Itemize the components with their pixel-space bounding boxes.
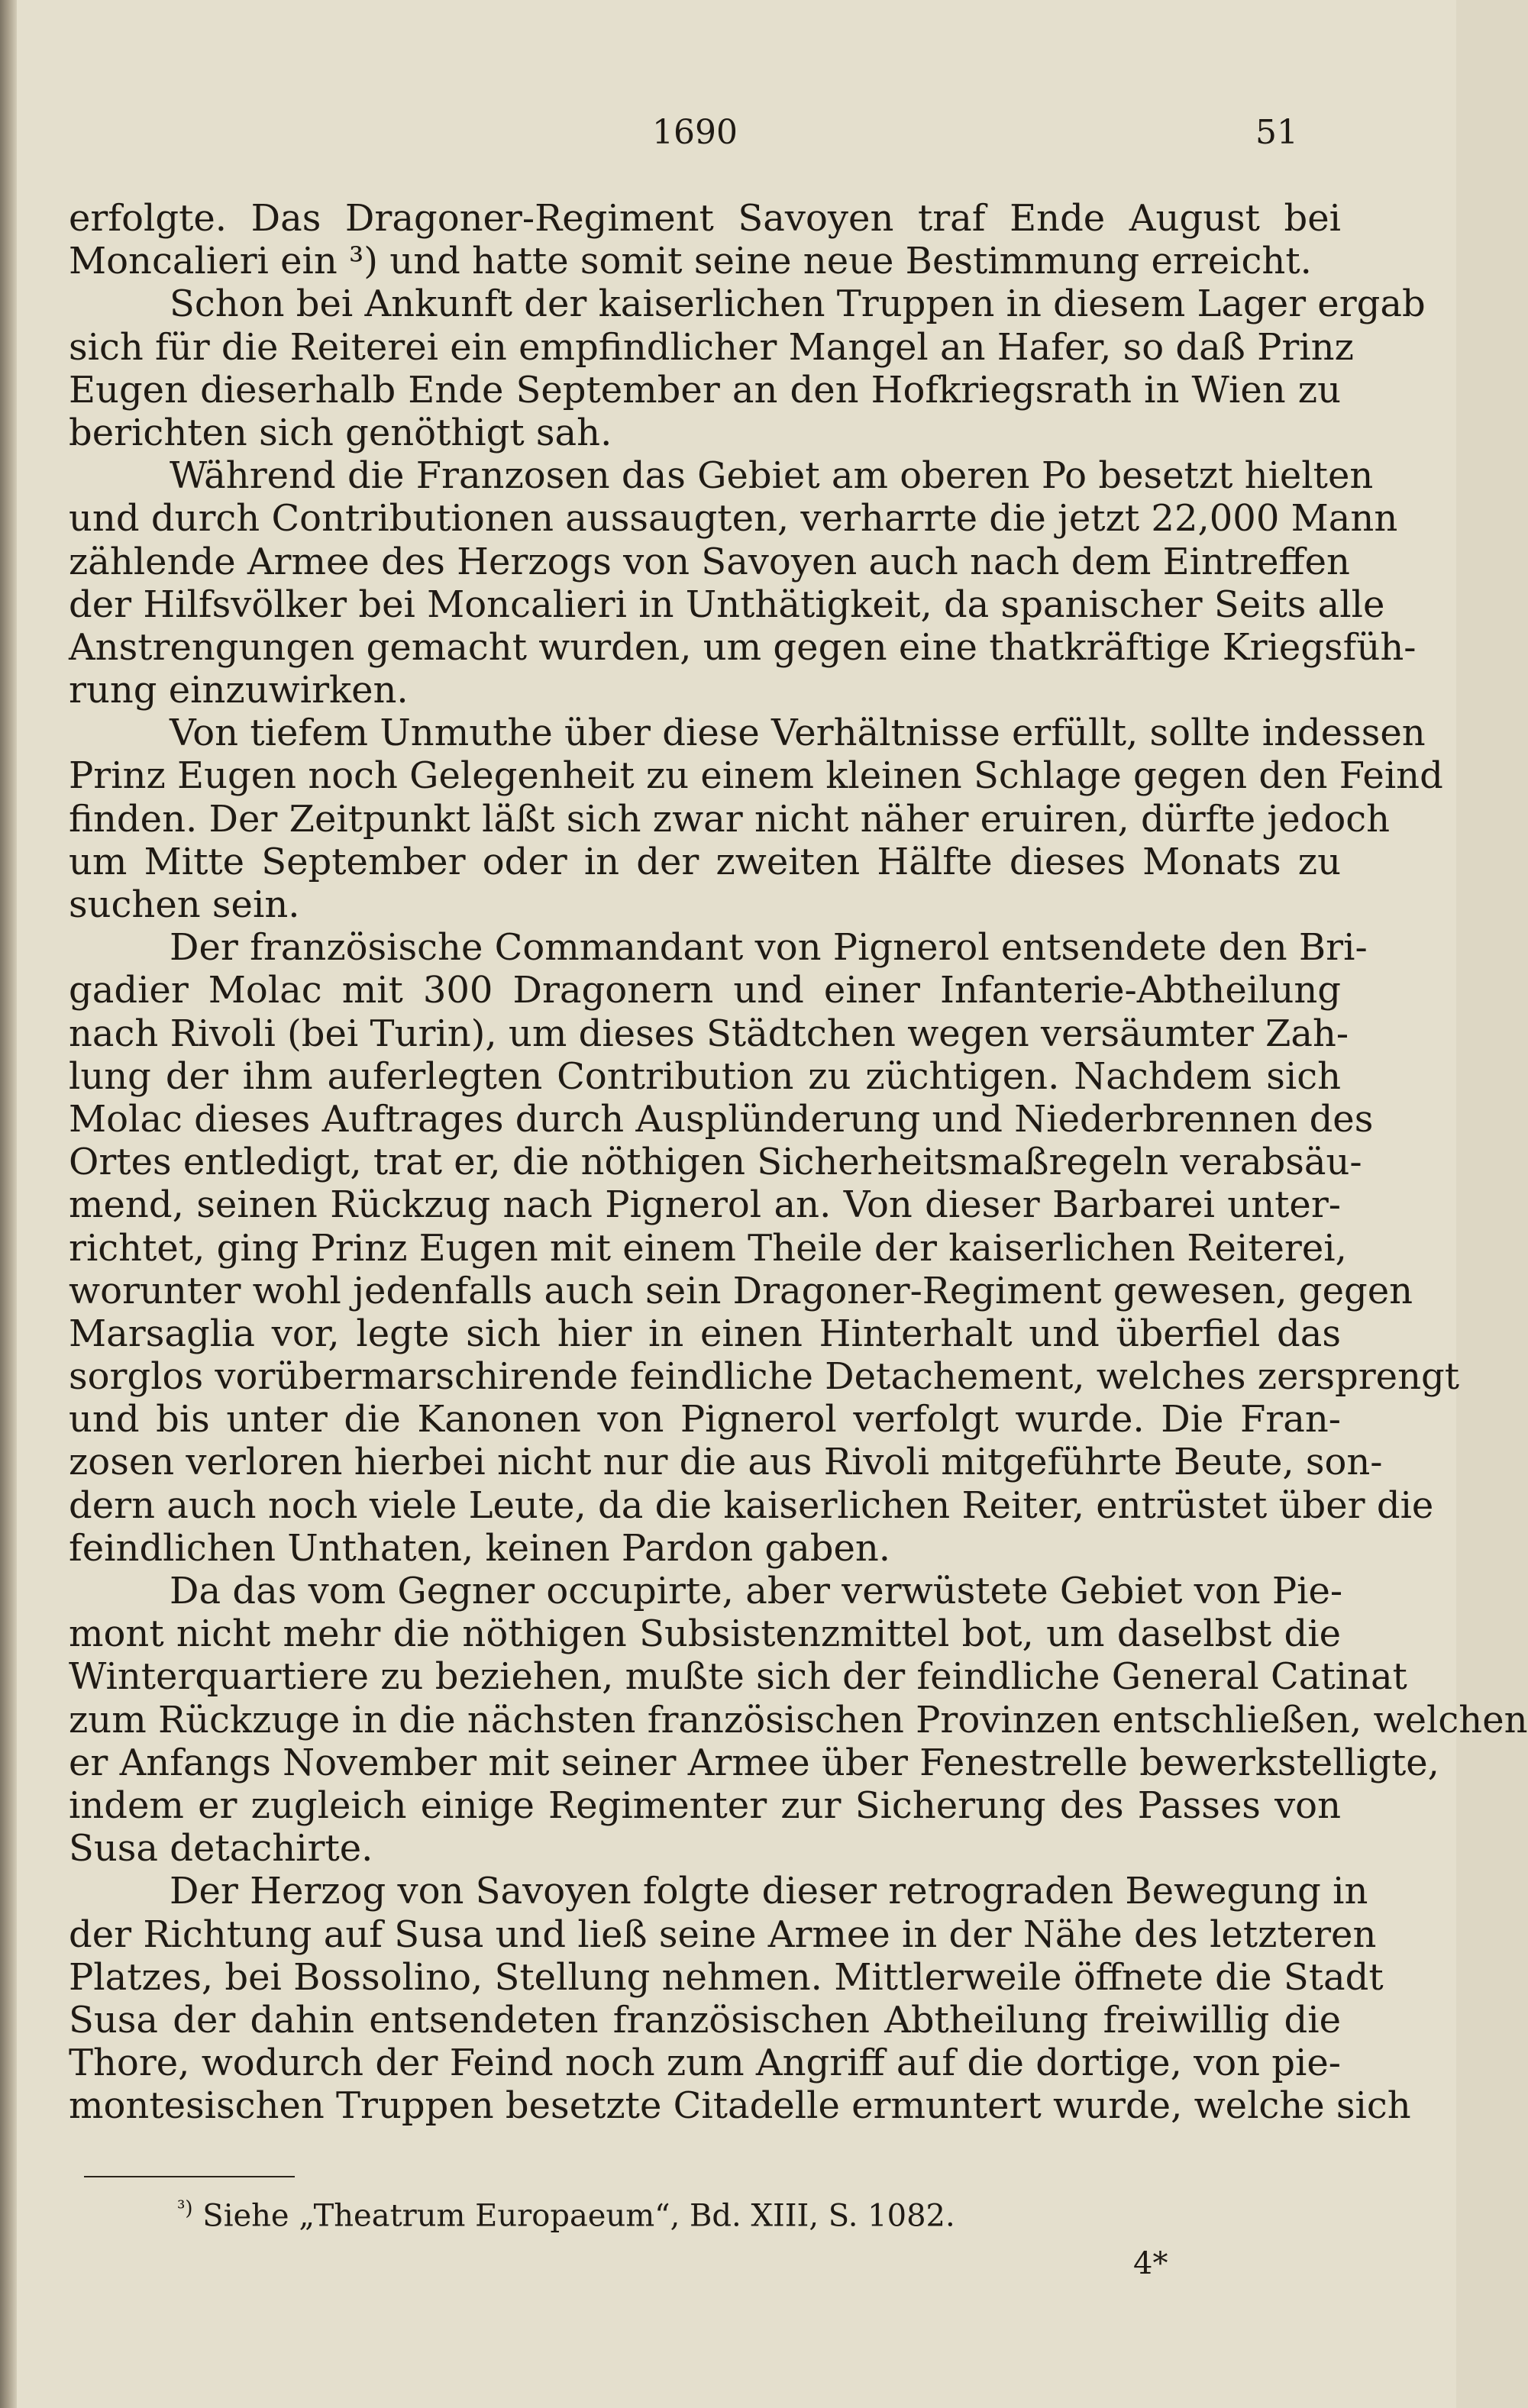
text-line: Von tiefem Unmuthe über diese Verhältnisse erfüllt, sollte indessen [170,712,1426,755]
text-line: rung einzuwirken. [69,669,409,712]
text-line: Ortes entledigt, trat er, die nöthigen Sicherheitsmaßregeln verabsäu- [69,1141,1362,1184]
text-line: der Richtung auf Susa und ließ seine Armee in der Nähe des letzteren [69,1913,1377,1956]
text-line: montesischen Truppen besetzte Citadelle ermuntert wurde, welche sich [69,2084,1411,2128]
text-line: indem er zugleich einige Regimenter zur Sicherung des Passes von [69,1783,1341,1827]
text-line: Moncalieri ein ³) und hatte somit seine neue Bestimmung erreicht. [69,240,1312,283]
text-line: nach Rivoli (bei Turin), um dieses Städtchen wegen versäumter Zah- [69,1012,1349,1055]
footnote-text: Siehe „Theatrum Europaeum“, Bd. XIII, S. 1082. [202,2198,955,2234]
text-line: Molac dieses Auftrages durch Ausplünderung und Niederbrennen des [69,1097,1374,1141]
text-line: Platzes, bei Bossolino, Stellung nehmen. Mittlerweile öffnete die Stadt [69,1955,1384,1999]
text-line: zum Rückzuge in die nächsten französischen Provinzen entschließen, welchen [69,1698,1528,1741]
text-line: und durch Contributionen aussaugten, verharrte die jetzt 22,000 Mann [69,497,1398,541]
text-line: zählende Armee des Herzogs von Savoyen auch nach dem Eintreffen [69,540,1350,583]
text-line: Da das vom Gegner occupirte, aber verwüstete Gebiet von Pie- [170,1570,1343,1612]
signature-mark: 4* [1133,2246,1168,2281]
text-line: mend, seinen Rückzug nach Pignerol an. Von dieser Barbarei unter- [69,1183,1341,1227]
text-line: erfolgte. Das Dragoner-Regiment Savoyen traf Ende August bei [69,197,1341,240]
text-line: der Hilfsvölker bei Moncalieri in Unthätigkeit, da spanischer Seits alle [69,583,1385,626]
text-line: er Anfangs November mit seiner Armee über Fenestrelle bewerkstelligte, [69,1741,1439,1784]
text-line: Eugen dieserhalb Ende September an den Hofkriegsrath in Wien zu [69,368,1341,412]
text-line: Während die Franzosen das Gebiet am oberen Po besetzt hielten [170,454,1374,498]
text-line: lung der ihm auferlegten Contribution zu züchtigen. Nachdem sich [69,1054,1341,1098]
footnote-marker: ³) [177,2197,193,2220]
text-line: berichten sich genöthigt sah. [69,411,612,454]
text-line: Susa der dahin entsendeten französischen Abtheilung freiwillig die [69,1998,1341,2042]
body-text [69,197,1528,2128]
text-line: Susa detachirte. [69,1827,373,1871]
text-line: Anstrengungen gemacht wurden, um gegen eine thatkräftige Kriegsfüh- [69,625,1417,669]
text-line: Der Herzog von Savoyen folgte dieser retrograden Bewegung in [170,1870,1368,1913]
running-head [17,99,1456,153]
text-line: worunter wohl jedenfalls auch sein Dragoner-Regiment gewesen, gegen [69,1269,1413,1312]
text-line: finden. Der Zeitpunkt läßt sich zwar nicht näher eruiren, dürfte jedoch [69,797,1391,841]
text-line: sorglos vorübermarschirende feindliche Detachement, welches zersprengt [69,1355,1459,1399]
text-line: Thore, wodurch der Feind noch zum Angriff auf die dortige, von pie- [69,2042,1341,2085]
text-line: Prinz Eugen noch Gelegenheit zu einem kleinen Schlage gegen den Feind [69,754,1443,798]
book-page [17,0,1528,2408]
text-line: um Mitte September oder in der zweiten Hälfte dieses Monats zu [69,840,1341,883]
text-line: suchen sein. [69,883,300,926]
text-line: Schon bei Ankunft der kaiserlichen Truppen in diesem Lager ergab [170,282,1426,326]
text-line: und bis unter die Kanonen von Pignerol verfolgt wurde. Die Fran- [69,1398,1341,1441]
footnote-divider [84,2176,295,2177]
running-head-year: 1690 [652,113,738,152]
binding-shadow [0,0,17,2408]
text-line: feindlichen Unthaten, keinen Pardon gaben. [69,1526,891,1570]
text-line: Marsaglia vor, legte sich hier in einen Hinterhalt und überfiel das [69,1312,1341,1355]
page-number: 51 [1255,113,1298,152]
text-line: richtet, ging Prinz Eugen mit einem Theile der kaiserlichen Reiterei, [69,1226,1347,1270]
text-line: Winterquartiere zu beziehen, mußte sich der feindliche General Catinat [69,1655,1407,1699]
text-line: sich für die Reiterei ein empfindlicher Mangel an Hafer, so daß Prinz [69,325,1354,369]
text-line: gadier Molac mit 300 Dragonern und einer Infanterie-Abtheilung [69,969,1341,1012]
text-line: zosen verloren hierbei nicht nur die aus Rivoli mitgeführte Beute, son- [69,1441,1383,1484]
text-line: Der französische Commandant von Pignerol entsendete den Bri- [170,926,1368,970]
footnote [177,2197,955,2233]
text-line: dern auch noch viele Leute, da die kaiserlichen Reiter, entrüstet über die [69,1483,1434,1527]
text-line: mont nicht mehr die nöthigen Subsistenzmittel bot, um daselbst die [69,1612,1341,1656]
